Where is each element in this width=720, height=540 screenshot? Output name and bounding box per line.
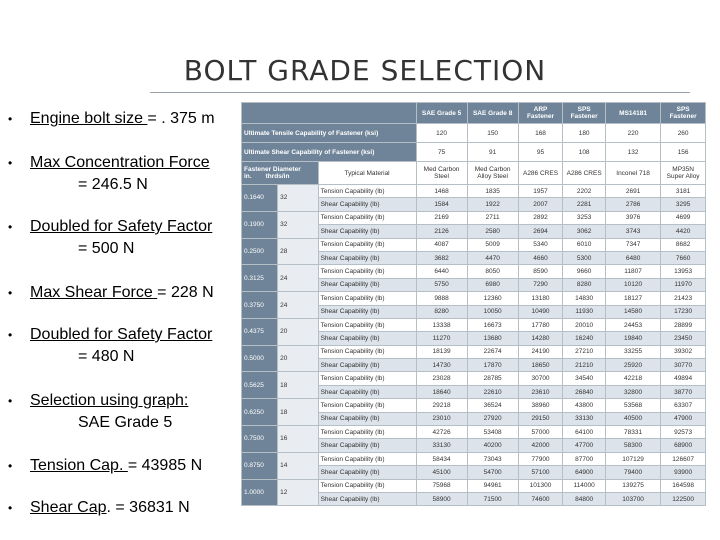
tension-capability-value: 27210 (563, 345, 606, 358)
shear-capability-value: 16240 (563, 332, 606, 345)
table-row (242, 238, 706, 251)
shear-capability-value: 58900 (416, 492, 467, 505)
shear-capability-label: Shear Capability (lb) (318, 492, 416, 505)
tension-capability-label: Tension Capability (lb) (318, 318, 416, 331)
tension-capability-value: 64100 (563, 426, 606, 439)
shear-capability-value: 5300 (563, 251, 606, 264)
table-row (242, 399, 706, 412)
diameter-header (242, 162, 319, 185)
shear-capability-value: 33130 (563, 412, 606, 425)
shear-capability-value: 54700 (467, 466, 518, 479)
shear-capability-value: 1922 (467, 198, 518, 211)
bullet-second-line: = 480 N (78, 348, 135, 365)
tension-capability-value: 6010 (563, 238, 606, 251)
tension-capability-value: 6440 (416, 265, 467, 278)
bullet-dot: • (8, 112, 13, 126)
tension-capability-value: 7347 (605, 238, 660, 251)
material-value: Med Carbon Alloy Steel (467, 162, 518, 185)
shear-capability-value: 11270 (416, 332, 467, 345)
shear-ksi-row (242, 143, 706, 162)
shear-capability-value: 2694 (518, 225, 563, 238)
tension-capability-label: Tension Capability (lb) (318, 238, 416, 251)
bullet-text (30, 497, 190, 519)
threads-per-inch: 28 (278, 238, 318, 265)
page-title: BOLT GRADE SELECTION (183, 54, 547, 87)
fastener-diameter: 0.7500 (242, 426, 278, 453)
tension-capability-value: 4699 (661, 211, 706, 224)
bullet-second-line: = 500 N (78, 240, 135, 257)
tensile-ksi-value: 150 (467, 124, 518, 143)
tensile-ksi-value: 120 (416, 124, 467, 143)
tension-capability-value: 12360 (467, 292, 518, 305)
bullet-text (30, 390, 188, 412)
tension-capability-value: 13180 (518, 292, 563, 305)
tension-capability-value: 28785 (467, 372, 518, 385)
tension-capability-value: 4087 (416, 238, 467, 251)
tension-capability-label: Tension Capability (lb) (318, 211, 416, 224)
shear-capability-value: 7660 (661, 251, 706, 264)
shear-ksi-value: 91 (467, 143, 518, 162)
shear-capability-label: Shear Capability (lb) (318, 278, 416, 291)
tension-capability-value: 3976 (605, 211, 660, 224)
shear-capability-value: 10490 (518, 305, 563, 318)
tension-capability-value: 43800 (563, 399, 606, 412)
tension-capability-value: 28899 (661, 318, 706, 331)
shear-capability-value: 10050 (467, 305, 518, 318)
tension-capability-value: 20010 (563, 318, 606, 331)
shear-ksi-value: 156 (661, 143, 706, 162)
tension-capability-value: 1957 (518, 185, 563, 198)
fastener-diameter: 0.3750 (242, 292, 278, 319)
shear-capability-value: 14730 (416, 359, 467, 372)
tension-capability-value: 18127 (605, 292, 660, 305)
bullet-underlined-text: Max Shear Force (30, 284, 158, 301)
shear-capability-value: 40200 (467, 439, 518, 452)
shear-capability-value: 13680 (467, 332, 518, 345)
threads-per-inch: 16 (278, 426, 318, 453)
tension-capability-value: 13953 (661, 265, 706, 278)
tension-capability-value: 39302 (661, 345, 706, 358)
tension-capability-value: 33255 (605, 345, 660, 358)
shear-capability-value: 6480 (605, 251, 660, 264)
tension-capability-value: 92573 (661, 426, 706, 439)
table-row (242, 345, 706, 358)
shear-capability-value: 47700 (563, 439, 606, 452)
table-row (242, 318, 706, 331)
tension-capability-value: 2691 (605, 185, 660, 198)
shear-capability-value: 29150 (518, 412, 563, 425)
shear-capability-label: Shear Capability (lb) (318, 359, 416, 372)
shear-capability-value: 2126 (416, 225, 467, 238)
bullet-dot: • (8, 394, 13, 408)
bullet-underlined-text: Shear Cap (30, 499, 107, 516)
shear-capability-value: 4420 (661, 225, 706, 238)
units-label (244, 173, 316, 180)
shear-capability-value: 3062 (563, 225, 606, 238)
bullet-text (30, 282, 214, 304)
tension-capability-value: 23028 (416, 372, 467, 385)
table-row (242, 452, 706, 465)
shear-capability-value: 8280 (416, 305, 467, 318)
shear-capability-value: 30770 (661, 359, 706, 372)
bullet-dot: • (8, 328, 13, 342)
tension-capability-value: 8682 (661, 238, 706, 251)
table-header-row (242, 103, 706, 124)
bullet-text (30, 324, 212, 346)
bullet-second-line: = 246.5 N (78, 176, 148, 193)
bullet-value-text: Doubled for Safety Factor (30, 218, 213, 235)
shear-capability-label: Shear Capability (lb) (318, 305, 416, 318)
tension-capability-value: 58434 (416, 452, 467, 465)
threads-per-inch: 18 (278, 399, 318, 426)
bullet-value-text: Doubled for Safety Factor (30, 326, 213, 343)
shear-capability-value: 14580 (605, 305, 660, 318)
bullet-text (30, 216, 212, 238)
shear-capability-value: 25920 (605, 359, 660, 372)
tension-capability-value: 42218 (605, 372, 660, 385)
shear-ksi-label: Ultimate Shear Capability of Fastener (ksi) (242, 143, 417, 162)
bullet-value-text: = 228 N (157, 284, 214, 301)
shear-capability-label: Shear Capability (lb) (318, 198, 416, 211)
fastener-diameter: 1.0000 (242, 479, 278, 506)
fastener-diameter: 0.5000 (242, 345, 278, 372)
shear-capability-value: 5750 (416, 278, 467, 291)
shear-capability-label: Shear Capability (lb) (318, 225, 416, 238)
tensile-ksi-value: 220 (605, 124, 660, 143)
shear-capability-value: 11970 (661, 278, 706, 291)
tension-capability-value: 53408 (467, 426, 518, 439)
threads-per-inch: 20 (278, 318, 318, 345)
shear-capability-value: 64900 (563, 466, 606, 479)
shear-capability-value: 23450 (661, 332, 706, 345)
shear-capability-value: 7290 (518, 278, 563, 291)
shear-capability-value: 1584 (416, 198, 467, 211)
column-header: ARP Fastener (518, 103, 563, 124)
tension-capability-label: Tension Capability (lb) (318, 479, 416, 492)
threads-per-inch: 18 (278, 372, 318, 399)
shear-capability-value: 21210 (563, 359, 606, 372)
shear-capability-label: Shear Capability (lb) (318, 385, 416, 398)
shear-capability-value: 2281 (563, 198, 606, 211)
tension-capability-value: 49894 (661, 372, 706, 385)
shear-capability-value: 68900 (661, 439, 706, 452)
tension-capability-label: Tension Capability (lb) (318, 399, 416, 412)
shear-capability-value: 58300 (605, 439, 660, 452)
shear-capability-value: 11930 (563, 305, 606, 318)
bullet-dot: • (8, 459, 13, 473)
shear-ksi-value: 95 (518, 143, 563, 162)
tension-capability-value: 2169 (416, 211, 467, 224)
table-row (242, 185, 706, 198)
shear-capability-value: 19840 (605, 332, 660, 345)
tension-capability-value: 107129 (605, 452, 660, 465)
tension-capability-value: 75968 (416, 479, 467, 492)
shear-capability-value: 103700 (605, 492, 660, 505)
shear-capability-value: 57100 (518, 466, 563, 479)
shear-capability-value: 27920 (467, 412, 518, 425)
shear-ksi-value: 108 (563, 143, 606, 162)
table-row (242, 292, 706, 305)
shear-capability-label: Shear Capability (lb) (318, 412, 416, 425)
tension-capability-value: 17780 (518, 318, 563, 331)
shear-capability-value: 17230 (661, 305, 706, 318)
shear-capability-value: 38770 (661, 385, 706, 398)
inch-label: in. (244, 173, 252, 180)
tension-capability-value: 8050 (467, 265, 518, 278)
tension-capability-value: 14830 (563, 292, 606, 305)
tension-capability-value: 21423 (661, 292, 706, 305)
shear-capability-value: 6980 (467, 278, 518, 291)
threads-per-inch: 32 (278, 211, 318, 238)
table-row (242, 265, 706, 278)
tension-capability-value: 78331 (605, 426, 660, 439)
bullet-value-text: = . 375 m (147, 110, 215, 127)
tension-capability-value: 3253 (563, 211, 606, 224)
tensile-ksi-value: 180 (563, 124, 606, 143)
threads-per-inch: 12 (278, 479, 318, 506)
tension-capability-value: 5340 (518, 238, 563, 251)
shear-capability-value: 4470 (467, 251, 518, 264)
tension-capability-value: 11807 (605, 265, 660, 278)
tension-capability-value: 24453 (605, 318, 660, 331)
fastener-diameter: 0.3125 (242, 265, 278, 292)
tensile-ksi-value: 168 (518, 124, 563, 143)
tension-capability-label: Tension Capability (lb) (318, 265, 416, 278)
fastener-diameter: 0.1900 (242, 211, 278, 238)
tension-capability-label: Tension Capability (lb) (318, 292, 416, 305)
tension-capability-value: 1835 (467, 185, 518, 198)
title-divider (150, 92, 690, 93)
tension-capability-value: 114000 (563, 479, 606, 492)
tension-capability-value: 2202 (563, 185, 606, 198)
tension-capability-value: 34540 (563, 372, 606, 385)
threads-per-inch: 32 (278, 185, 318, 212)
material-value: MP35N Super Alloy (661, 162, 706, 185)
shear-capability-value: 79400 (605, 466, 660, 479)
tension-capability-value: 38960 (518, 399, 563, 412)
shear-capability-value: 18650 (518, 359, 563, 372)
shear-capability-value: 45100 (416, 466, 467, 479)
tension-capability-label: Tension Capability (lb) (318, 452, 416, 465)
tension-capability-label: Tension Capability (lb) (318, 345, 416, 358)
shear-capability-value: 4660 (518, 251, 563, 264)
material-value: Inconel 718 (605, 162, 660, 185)
shear-capability-value: 3682 (416, 251, 467, 264)
tension-capability-label: Tension Capability (lb) (318, 185, 416, 198)
tension-capability-value: 29218 (416, 399, 467, 412)
tension-capability-value: 5009 (467, 238, 518, 251)
column-header: SAE Grade 5 (416, 103, 467, 124)
diameter-label: Fastener Diameter (244, 166, 301, 173)
shear-capability-label: Shear Capability (lb) (318, 439, 416, 452)
shear-capability-value: 14280 (518, 332, 563, 345)
shear-capability-value: 33130 (416, 439, 467, 452)
tension-capability-value: 24190 (518, 345, 563, 358)
bullet-dot: • (8, 156, 13, 170)
shear-capability-label: Shear Capability (lb) (318, 251, 416, 264)
shear-capability-label: Shear Capability (lb) (318, 332, 416, 345)
shear-capability-value: 122500 (661, 492, 706, 505)
fastener-diameter: 0.5625 (242, 372, 278, 399)
bullet-dot: • (8, 286, 13, 300)
tension-capability-value: 139275 (605, 479, 660, 492)
tension-capability-value: 2711 (467, 211, 518, 224)
column-header: SAE Grade 8 (467, 103, 518, 124)
table-row (242, 211, 706, 224)
shear-capability-value: 93900 (661, 466, 706, 479)
tension-capability-value: 2892 (518, 211, 563, 224)
threads-per-inch: 20 (278, 345, 318, 372)
tension-capability-value: 77900 (518, 452, 563, 465)
tension-capability-value: 18139 (416, 345, 467, 358)
shear-ksi-value: 75 (416, 143, 467, 162)
shear-capability-value: 22610 (467, 385, 518, 398)
tension-capability-value: 9660 (563, 265, 606, 278)
column-header: SPS Fastener (563, 103, 606, 124)
bullet-underlined-text: Tension Cap. (30, 457, 128, 474)
tensile-ksi-row (242, 124, 706, 143)
tension-capability-value: 30700 (518, 372, 563, 385)
bullet-value-text: . = 36831 N (106, 499, 190, 516)
bullet-dot: • (8, 220, 13, 234)
column-header: MS14181 (605, 103, 660, 124)
table-row (242, 372, 706, 385)
fastener-diameter: 0.8750 (242, 452, 278, 479)
shear-capability-value: 2007 (518, 198, 563, 211)
tension-capability-value: 164598 (661, 479, 706, 492)
bullet-value-text: Max Concentration Force (30, 154, 210, 171)
material-row (242, 162, 706, 185)
tension-capability-value: 101300 (518, 479, 563, 492)
tension-capability-value: 1468 (416, 185, 467, 198)
tension-capability-value: 53568 (605, 399, 660, 412)
shear-capability-value: 71500 (467, 492, 518, 505)
tension-capability-value: 126607 (661, 452, 706, 465)
material-value: Med Carbon Steel (416, 162, 467, 185)
tensile-ksi-label: Ultimate Tensile Capability of Fastener (ksi) (242, 124, 417, 143)
tension-capability-value: 94961 (467, 479, 518, 492)
shear-capability-value: 23010 (416, 412, 467, 425)
shear-capability-value: 84800 (563, 492, 606, 505)
shear-capability-value: 32800 (605, 385, 660, 398)
fastener-diameter: 0.6250 (242, 399, 278, 426)
bullet-text (30, 455, 202, 477)
threads-per-inch: 24 (278, 265, 318, 292)
shear-capability-value: 2786 (605, 198, 660, 211)
shear-capability-value: 10120 (605, 278, 660, 291)
tension-capability-value: 13338 (416, 318, 467, 331)
fastener-diameter: 0.2500 (242, 238, 278, 265)
tensile-ksi-value: 260 (661, 124, 706, 143)
tension-capability-value: 16673 (467, 318, 518, 331)
bullet-underlined-text: Selection using graph: (30, 392, 189, 409)
tension-capability-value: 87700 (563, 452, 606, 465)
tension-capability-value: 36524 (467, 399, 518, 412)
tension-capability-value: 9888 (416, 292, 467, 305)
shear-capability-value: 40500 (605, 412, 660, 425)
header-corner-cell (242, 103, 417, 124)
tension-capability-value: 63307 (661, 399, 706, 412)
column-header: SPS Fastener (661, 103, 706, 124)
threads-per-inch: 24 (278, 292, 318, 319)
fastener-diameter: 0.1640 (242, 185, 278, 212)
shear-capability-value: 74600 (518, 492, 563, 505)
threads-label: thrds/in (265, 173, 290, 180)
tension-capability-value: 8590 (518, 265, 563, 278)
bullet-second-line: SAE Grade 5 (78, 414, 173, 431)
shear-ksi-value: 132 (605, 143, 660, 162)
shear-capability-label: Shear Capability (lb) (318, 466, 416, 479)
bullet-text (30, 108, 215, 130)
bolt-capability-table (241, 102, 706, 506)
threads-per-inch: 14 (278, 452, 318, 479)
tension-capability-label: Tension Capability (lb) (318, 372, 416, 385)
shear-capability-value: 47900 (661, 412, 706, 425)
material-value: A286 CRES (518, 162, 563, 185)
shear-capability-value: 8280 (563, 278, 606, 291)
shear-capability-value: 2580 (467, 225, 518, 238)
table-row (242, 426, 706, 439)
bullet-value-text: = 43985 N (127, 457, 203, 474)
fastener-diameter: 0.4375 (242, 318, 278, 345)
tension-capability-value: 73043 (467, 452, 518, 465)
tension-capability-value: 3181 (661, 185, 706, 198)
bullet-text (30, 152, 210, 174)
material-value: A286 CRES (563, 162, 606, 185)
tension-capability-label: Tension Capability (lb) (318, 426, 416, 439)
shear-capability-value: 23610 (518, 385, 563, 398)
shear-capability-value: 18640 (416, 385, 467, 398)
shear-capability-value: 3743 (605, 225, 660, 238)
material-label: Typical Material (318, 162, 416, 185)
bullet-underlined-text: Engine bolt size (30, 110, 148, 127)
tension-capability-value: 57000 (518, 426, 563, 439)
tension-capability-value: 42726 (416, 426, 467, 439)
shear-capability-value: 17870 (467, 359, 518, 372)
shear-capability-value: 26840 (563, 385, 606, 398)
bullet-dot: • (8, 501, 13, 515)
shear-capability-value: 3295 (661, 198, 706, 211)
shear-capability-value: 42000 (518, 439, 563, 452)
tension-capability-value: 22674 (467, 345, 518, 358)
table-row (242, 479, 706, 492)
